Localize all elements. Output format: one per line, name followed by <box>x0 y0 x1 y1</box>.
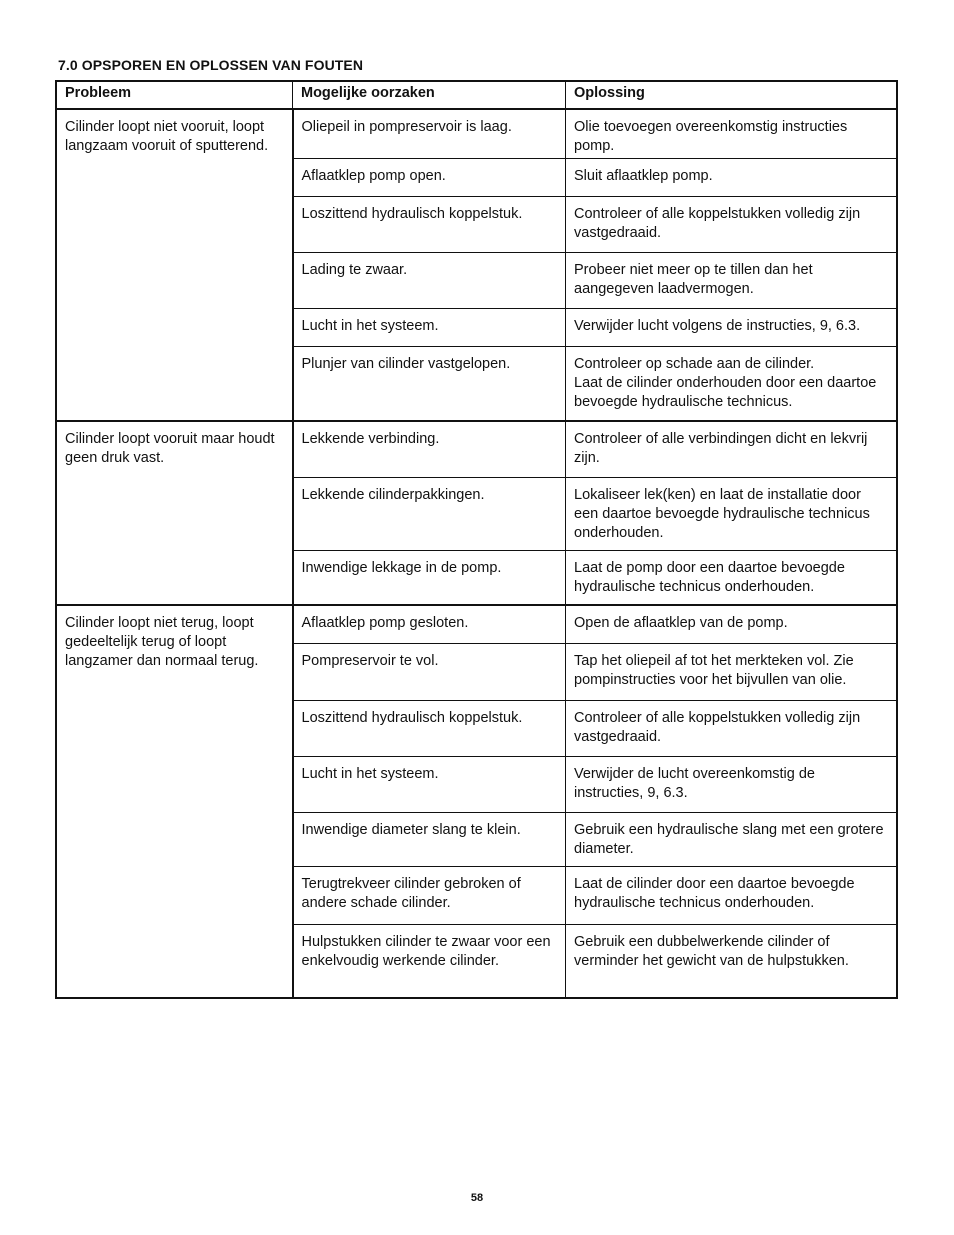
solution-cell: Controleer of alle koppelstukken volledig zijn vastgedraaid. <box>566 196 897 252</box>
problem-cell: Cilinder loopt niet terug, loopt gedeeltelijk terug of loopt langzamer dan normaal terug. <box>57 605 293 997</box>
table-header-row <box>57 82 897 110</box>
header-problem: Probleem <box>57 82 293 110</box>
problem-cell: Cilinder loopt niet vooruit, loopt langzaam vooruit of sputterend. <box>57 109 293 421</box>
cause-cell: Lekkende cilinderpakkingen. <box>293 477 566 550</box>
header-solution: Oplossing <box>566 82 897 110</box>
table-row <box>57 605 897 643</box>
solution-cell: Verwijder de lucht overeenkomstig de instructies, 9, 6.3. <box>566 756 897 812</box>
solution-cell: Laat de cilinder door een daartoe bevoegde hydraulische technicus onderhouden. <box>566 866 897 924</box>
solution-cell: Gebruik een dubbelwerkende cilinder of verminder het gewicht van de hulpstukken. <box>566 924 897 997</box>
cause-cell: Plunjer van cilinder vastgelopen. <box>293 346 566 421</box>
section-title: 7.0 OPSPOREN EN OPLOSSEN VAN FOUTEN <box>58 57 364 73</box>
problem-cell: Cilinder loopt vooruit maar houdt geen druk vast. <box>57 421 293 605</box>
cause-cell: Hulpstukken cilinder te zwaar voor een enkelvoudig werkende cilinder. <box>293 924 566 997</box>
solution-cell: Controleer of alle koppelstukken volledig zijn vastgedraaid. <box>566 700 897 756</box>
solution-cell: Sluit aflaatklep pomp. <box>566 158 897 196</box>
cause-cell: Loszittend hydraulisch koppelstuk. <box>293 196 566 252</box>
cause-cell: Lading te zwaar. <box>293 252 566 308</box>
solution-cell: Verwijder lucht volgens de instructies, 9, 6.3. <box>566 308 897 346</box>
solution-cell: Controleer op schade aan de cilinder. Laat de cilinder onderhouden door een daartoe bevoegde hydraulische technicus. <box>566 346 897 421</box>
cause-cell: Lekkende verbinding. <box>293 421 566 477</box>
cause-cell: Terugtrekveer cilinder gebroken of andere schade cilinder. <box>293 866 566 924</box>
header-causes: Mogelijke oorzaken <box>293 82 566 110</box>
solution-cell: Open de aflaatklep van de pomp. <box>566 605 897 643</box>
solution-cell: Lokaliseer lek(ken) en laat de installatie door een daartoe bevoegde hydraulische technicus onderhouden. <box>566 477 897 550</box>
cause-cell: Aflaatklep pomp open. <box>293 158 566 196</box>
solution-cell: Tap het oliepeil af tot het merkteken vol. Zie pompinstructies voor het bijvullen van olie. <box>566 643 897 700</box>
cause-cell: Pompreservoir te vol. <box>293 643 566 700</box>
table-row <box>57 109 897 158</box>
cause-cell: Inwendige lekkage in de pomp. <box>293 550 566 605</box>
solution-cell: Gebruik een hydraulische slang met een grotere diameter. <box>566 812 897 866</box>
solution-cell: Laat de pomp door een daartoe bevoegde hydraulische technicus onderhouden. <box>566 550 897 605</box>
page-number: 58 <box>470 1192 484 1204</box>
cause-cell: Lucht in het systeem. <box>293 308 566 346</box>
solution-cell: Probeer niet meer op te tillen dan het aangegeven laadvermogen. <box>566 252 897 308</box>
table-body <box>57 109 897 997</box>
cause-cell: Loszittend hydraulisch koppelstuk. <box>293 700 566 756</box>
solution-cell: Olie toevoegen overeenkomstig instructies pomp. <box>566 109 897 158</box>
cause-cell: Oliepeil in pompreservoir is laag. <box>293 109 566 158</box>
cause-cell: Inwendige diameter slang te klein. <box>293 812 566 866</box>
cause-cell: Lucht in het systeem. <box>293 756 566 812</box>
table-row <box>57 421 897 477</box>
troubleshooting-table <box>56 81 897 998</box>
cause-cell: Aflaatklep pomp gesloten. <box>293 605 566 643</box>
solution-cell: Controleer of alle verbindingen dicht en lekvrij zijn. <box>566 421 897 477</box>
